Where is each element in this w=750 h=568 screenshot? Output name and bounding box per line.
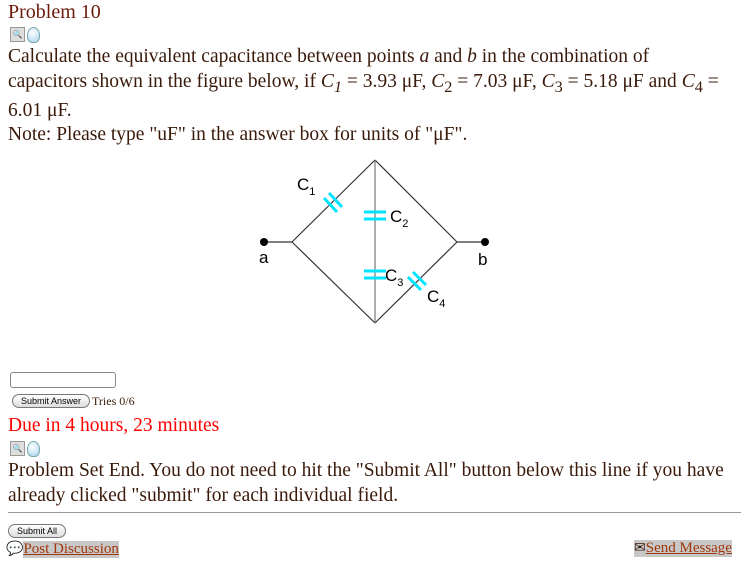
tries-counter: Tries 0/6 [92, 394, 135, 408]
discussion-bubble-icon: 💬 [6, 542, 24, 557]
label-c2: $C_2$ [390, 207, 409, 230]
send-message-link[interactable]: Send Message [645, 540, 732, 556]
due-date: Due in 4 hours, 23 minutes [8, 415, 220, 436]
divider [8, 512, 741, 513]
envelope-icon: ✉ [634, 541, 646, 556]
label-c3: $C_3$ [385, 266, 404, 289]
zoom-icon[interactable]: 🔍 [10, 441, 25, 456]
problem-question: Calculate the equivalent capacitance between points a and b in the combination of capacitors shown in the figure below, if $C_1 = 3.93$ μF, $C_2 = 7.03$ μF, $C_3 = 5.18$ μF and $C_4$ = 6.01 μF. Note: Please type "uF" in the answer box for units of "μF". [8, 45, 748, 148]
post-discussion-link[interactable]: Post Discussion [23, 541, 119, 557]
lightbulb-hint-icon[interactable] [27, 441, 40, 457]
label-b: b [478, 250, 488, 269]
answer-input[interactable] [10, 372, 116, 388]
post-discussion[interactable] [6, 541, 119, 558]
problem-set-end-text: Problem Set End. You do not need to hit the "Submit All" button below this line if you have already clicked "submit" for each individual field. [8, 460, 724, 506]
submit-all-button[interactable]: Submit All [8, 524, 66, 538]
label-a: a [259, 248, 269, 267]
submit-answer-button[interactable]: Submit Answer [12, 394, 90, 408]
send-message[interactable] [634, 540, 732, 557]
units-note: Note: Please type "uF" in the answer box for units of "μF". [8, 124, 468, 146]
problem-title: Problem 10 [8, 1, 101, 23]
end-tools [10, 441, 40, 457]
label-c4: $C_4$ [427, 287, 446, 310]
zoom-icon[interactable]: 🔍 [10, 27, 25, 42]
label-c1: $C_1$ [297, 175, 316, 198]
